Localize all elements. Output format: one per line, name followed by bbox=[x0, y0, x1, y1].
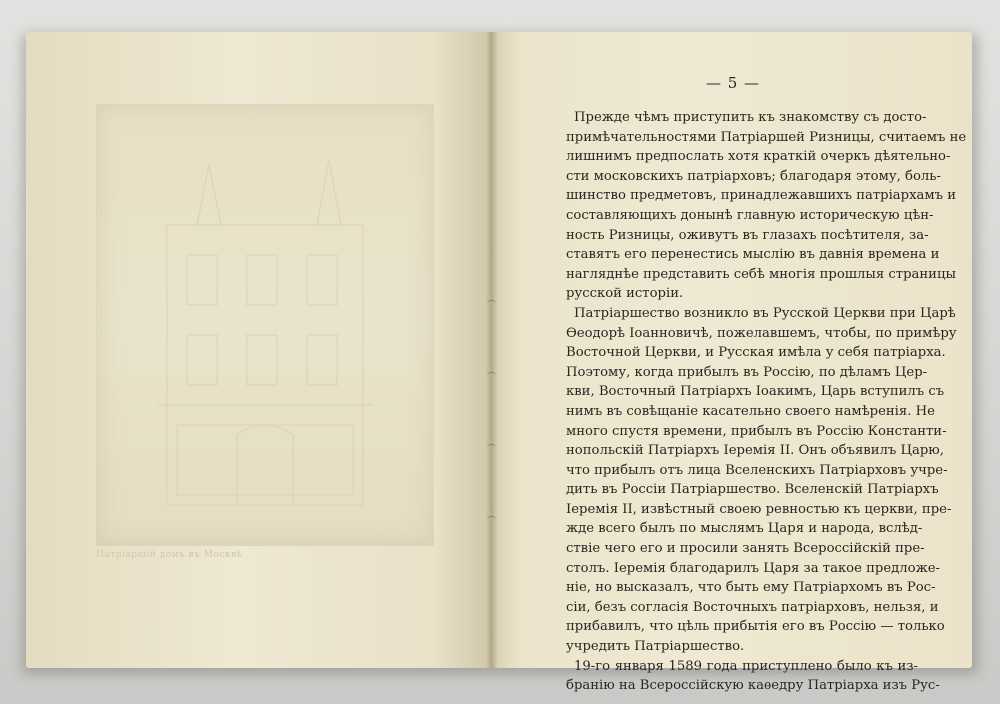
text-line: сіи, безъ согласія Восточныхъ патріарховъ, нельзя, и bbox=[566, 599, 939, 615]
binding-stitch bbox=[487, 444, 496, 450]
building-illustration bbox=[97, 105, 433, 545]
binding-stitch bbox=[487, 516, 496, 522]
text-line: жде всего былъ по мыслямъ Царя и народа, вслѣд- bbox=[566, 521, 923, 537]
text-line: Прежде чѣмъ приступить къ знакомству съ досто- bbox=[574, 110, 927, 125]
plate-caption: Патріаршій домъ въ Москвѣ bbox=[96, 550, 243, 560]
text-line: бранію на Всероссійскую каѳедру Патріарха изъ Рус- bbox=[566, 678, 940, 694]
body-text bbox=[566, 108, 967, 696]
text-line: Патріаршество возникло въ Русской Церкви при Царѣ bbox=[574, 305, 956, 321]
text-line: Ѳеодорѣ Іоанновичѣ, пожелавшемъ, чтобы, по примѣру bbox=[566, 325, 957, 341]
text-line: сти московскихъ патріарховъ; благодаря этому, боль- bbox=[566, 168, 941, 184]
text-line: Поэтому, когда прибылъ въ Россію, по дѣламъ Цер- bbox=[566, 364, 928, 380]
text-line: лишнимъ предпослать хотя краткій очеркъ дѣятельно- bbox=[566, 149, 951, 165]
text-line: составляющихъ донынѣ главную историческую цѣн- bbox=[566, 207, 934, 223]
text-line: учредить Патріаршество. bbox=[566, 639, 745, 655]
text-line: шинство предметовъ, принадлежавшихъ патріархамъ и bbox=[566, 188, 957, 204]
text-line: ствіе чего его и просили занять Всероссійскій пре- bbox=[566, 541, 925, 557]
text-line: русской исторіи. bbox=[566, 286, 684, 302]
text-line: столъ. Іеремія благодарилъ Царя за такое предложе- bbox=[566, 560, 940, 576]
text-line: нимъ въ совѣщаніе касательно своего намѣренія. Не bbox=[566, 403, 935, 419]
text-line: Іеремія II, извѣстный своею ревностью къ церкви, пре- bbox=[566, 501, 952, 517]
text-line: дить въ Россіи Патріаршество. Вселенскій Патріархъ bbox=[566, 482, 939, 498]
text-line: нагляднѣе представить себѣ многія прошлыя страницы bbox=[566, 266, 956, 282]
text-line: кви, Восточный Патріархъ Іоакимъ, Царь вступилъ съ bbox=[566, 384, 945, 400]
text-line: много спустя времени, прибылъ въ Россію Константи- bbox=[566, 423, 947, 439]
text-line: Восточной Церкви, и Русская имѣла у себя патріарха. bbox=[566, 345, 946, 361]
binding-stitch bbox=[487, 300, 496, 306]
book-gutter bbox=[486, 32, 498, 668]
text-line: прибавилъ, что цѣль прибытія его въ Россію — только bbox=[566, 619, 945, 635]
faded-plate-illustration bbox=[96, 104, 434, 546]
text-line: ніе, но высказалъ, что быть ему Патріархомъ въ Рос- bbox=[566, 580, 936, 596]
binding-stitch bbox=[487, 372, 496, 378]
page-number: — 5 — bbox=[705, 74, 761, 92]
text-line: что прибылъ отъ лица Вселенскихъ Патріарховъ учре- bbox=[566, 462, 948, 478]
text-line: нопольскій Патріархъ Іеремія II. Онъ объявилъ Царю, bbox=[566, 443, 944, 459]
text-line: примѣчательностями Патріаршей Ризницы, считаемъ не bbox=[566, 129, 967, 145]
text-line: ность Ризницы, оживутъ въ глазахъ посѣтителя, за- bbox=[566, 227, 929, 243]
text-line: 19-го января 1589 года приступлено было къ из- bbox=[574, 658, 918, 674]
text-line: ставятъ его перенестись мыслію въ давнія времена и bbox=[566, 247, 940, 263]
